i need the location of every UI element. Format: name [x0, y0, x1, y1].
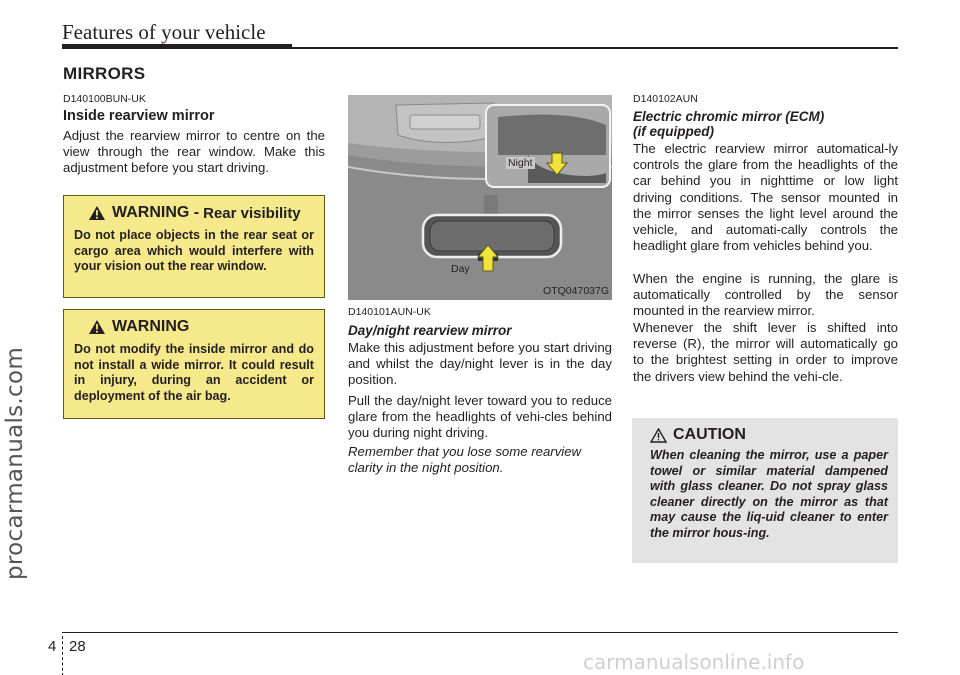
heading-ecm: Electric chromic mirror (ECM)	[633, 109, 825, 124]
note-day-night: Remember that you lose some rearview clarity in the night position.	[348, 444, 582, 476]
warning-title: WARNING -	[112, 204, 200, 221]
caution-box	[632, 418, 898, 563]
footer-divider	[62, 636, 63, 675]
warning-text: Do not modify the inside mirror and do not install a wide mirror. It could result in injury, during an accident or deployment of the air bag.	[74, 342, 314, 403]
warning-text: Do not place objects in the rear seat or cargo area which would interfere with your vision out the rear window.	[74, 228, 314, 273]
body-ecm-2: When the engine is running, the glare is automatically controlled by the sensor mounted in the rearview mirror.	[633, 271, 898, 319]
warning-header	[74, 318, 314, 336]
header-bar	[62, 44, 292, 49]
warning-triangle-icon	[88, 319, 106, 335]
section-code-inside-mirror: D140100BUN-UK	[63, 93, 146, 105]
section-title: MIRRORS	[63, 64, 146, 83]
body-day-night-1: Make this adjustment before you start driving and whilst the day/night lever is in the day position.	[348, 340, 612, 388]
mirror-drawing	[348, 95, 612, 300]
caution-title: CAUTION	[673, 426, 746, 443]
warning-title: WARNING	[112, 318, 190, 335]
header-rule	[292, 47, 898, 49]
body-day-night-2: Pull the day/night lever toward you to reduce glare from the headlights of vehi-cles behind you during night driving.	[348, 393, 612, 441]
chapter-number: 4	[48, 638, 57, 655]
body-ecm-3: Whenever the shift lever is shifted into reverse (R), the mirror will automatically go to the brightest setting in order to improve the drivers view behind the vehi-cle.	[633, 320, 898, 384]
side-watermark: procarmanuals.com	[2, 346, 28, 580]
warning-header	[74, 204, 314, 222]
label-night: Night	[508, 157, 533, 169]
rearview-mirror-illustration	[348, 95, 612, 300]
label-day: Day	[451, 263, 470, 275]
page-number: 28	[69, 638, 86, 655]
heading-day-night-mirror: Day/night rearview mirror	[348, 323, 512, 338]
body-inside-mirror: Adjust the rearview mirror to centre on the view through the rear window. Make this adjustment before you start driving.	[63, 128, 325, 176]
body-ecm-1: The electric rearview mirror automatical-ly controls the glare from the headlights of the car behind you in nighttime or low light driving conditions. The sensor mounted in the mirror senses the light level around the vehicle, and automati-cally controls the headlight glare from vehicles behind you.	[633, 141, 898, 254]
warning-subtitle: Rear visibility	[203, 204, 301, 222]
section-code-day-night: D140101AUN-UK	[348, 306, 431, 318]
warning-box-rear-visibility	[63, 195, 325, 298]
caution-triangle-icon	[650, 428, 667, 443]
section-code-ecm: D140102AUN	[633, 93, 698, 105]
footer-rule	[62, 632, 898, 633]
page-header-title: Features of your vehicle	[62, 20, 266, 44]
heading-inside-rearview-mirror: Inside rearview mirror	[63, 108, 215, 124]
warning-triangle-icon	[88, 205, 106, 221]
heading-ecm-equipped: (if equipped)	[633, 124, 714, 139]
caution-header	[650, 426, 888, 444]
caution-text: When cleaning the mirror, use a paper towel or similar material dampened with glass cleaner. Do not spray glass cleaner directly on the mirror as that may cause the liq-uid cleaner to enter the mirror hous-ing.	[650, 448, 888, 540]
figure-caption: OTQ047037G	[543, 285, 609, 297]
footer-watermark: carmanualsonline.info	[583, 650, 805, 674]
warning-box-mirror-modification	[63, 309, 325, 419]
